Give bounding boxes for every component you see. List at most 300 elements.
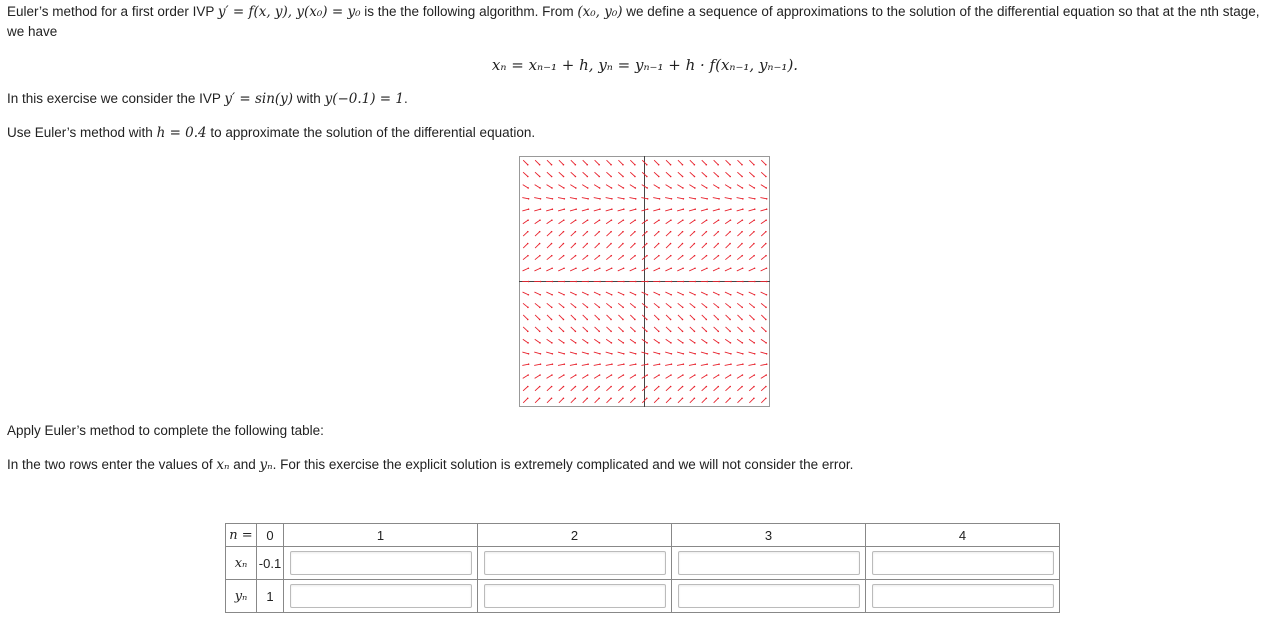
slope-segment <box>523 292 529 295</box>
slope-segment <box>535 160 540 165</box>
slope-arrowhead <box>730 281 732 283</box>
slope-segment <box>748 364 754 365</box>
slope-segment <box>737 386 742 390</box>
slope-segment <box>570 220 575 224</box>
slope-arrowhead <box>706 255 708 257</box>
slope-segment <box>618 327 623 331</box>
slope-segment <box>559 220 564 224</box>
slope-segment <box>690 244 695 249</box>
slope-arrowhead <box>610 307 612 309</box>
x1-input[interactable] <box>290 551 472 575</box>
slope-arrowhead <box>611 363 613 365</box>
slope-arrowhead <box>706 281 708 283</box>
slope-arrowhead <box>730 353 732 355</box>
slope-segment <box>570 292 576 295</box>
slope-arrowhead <box>551 294 553 296</box>
slope-arrowhead <box>705 319 707 321</box>
slope-arrowhead <box>611 208 613 210</box>
slope-arrowhead <box>575 374 577 376</box>
slope-segment <box>606 256 611 260</box>
slope-segment <box>749 398 754 403</box>
slope-segment <box>654 339 659 343</box>
slope-segment <box>618 268 624 271</box>
slope-segment <box>594 220 599 224</box>
x2-input[interactable] <box>484 551 666 575</box>
slope-arrowhead <box>610 243 612 245</box>
slope-arrowhead <box>694 294 696 296</box>
slope-arrowhead <box>717 331 719 333</box>
slope-arrowhead <box>646 386 648 388</box>
slope-arrowhead <box>742 363 744 365</box>
slope-segment <box>570 268 576 271</box>
slope-segment <box>630 303 635 307</box>
slope-arrowhead <box>635 198 637 200</box>
slope-arrowhead <box>635 374 637 376</box>
slope-segment <box>594 339 599 343</box>
slope-segment <box>714 327 719 331</box>
slope-segment <box>653 268 659 271</box>
slope-segment <box>547 375 552 378</box>
slope-arrowhead <box>730 208 732 210</box>
slope-arrowhead <box>765 255 767 257</box>
slope-arrowhead <box>694 198 696 200</box>
slope-arrowhead <box>563 243 565 245</box>
slope-arrowhead <box>611 353 613 355</box>
slope-segment <box>737 327 742 331</box>
slope-arrowhead <box>754 187 756 189</box>
slope-segment <box>690 398 695 403</box>
slope-arrowhead <box>741 164 743 166</box>
slope-arrowhead <box>766 281 768 283</box>
slope-segment <box>737 315 742 320</box>
ivp-paragraph <box>7 89 1273 109</box>
slope-arrowhead <box>706 353 708 355</box>
slope-segment <box>571 327 576 331</box>
slope-arrowhead <box>694 353 696 355</box>
slope-arrowhead <box>682 353 684 355</box>
slope-arrowhead <box>765 219 767 221</box>
slope-segment <box>582 209 588 211</box>
n-value-0: 0 <box>257 524 284 547</box>
slope-arrowhead <box>646 307 648 309</box>
slope-arrowhead <box>647 281 649 283</box>
slope-arrowhead <box>765 176 767 178</box>
slope-segment <box>761 220 766 224</box>
slope-arrowhead <box>753 397 755 399</box>
slope-arrowhead <box>551 176 553 178</box>
slope-arrowhead <box>575 267 577 269</box>
slope-segment <box>618 315 623 320</box>
slope-arrowhead <box>695 281 697 283</box>
slope-arrowhead <box>682 374 684 376</box>
slope-arrowhead <box>658 374 660 376</box>
slope-segment <box>571 172 576 176</box>
slope-segment <box>595 172 600 176</box>
slope-arrowhead <box>539 219 541 221</box>
slope-segment <box>725 364 731 365</box>
slope-arrowhead <box>611 187 613 189</box>
slope-arrowhead <box>551 331 553 333</box>
y4-input[interactable] <box>872 584 1054 608</box>
slope-arrowhead <box>647 363 649 365</box>
slope-segment <box>677 209 683 211</box>
slope-segment <box>523 398 528 403</box>
slope-arrowhead <box>563 294 565 296</box>
slope-segment <box>725 386 730 390</box>
slope-segment <box>558 375 563 378</box>
slope-arrowhead <box>551 386 553 388</box>
slope-segment <box>666 256 671 260</box>
apply-instruction: Apply Euler’s method to complete the following table: <box>7 423 324 438</box>
slope-segment <box>535 256 540 260</box>
slope-segment <box>571 315 576 320</box>
slope-segment <box>761 256 766 260</box>
slope-arrowhead <box>587 294 589 296</box>
slope-segment <box>749 292 755 295</box>
slope-arrowhead <box>634 243 636 245</box>
slope-segment <box>547 339 552 343</box>
slope-arrowhead <box>683 198 685 200</box>
slope-segment <box>606 303 611 307</box>
slope-arrowhead <box>718 198 720 200</box>
slope-arrowhead <box>634 397 636 399</box>
slope-segment <box>535 220 540 224</box>
slope-arrowhead <box>659 208 661 210</box>
slope-arrowhead <box>598 397 600 399</box>
slope-segment <box>749 268 755 271</box>
slope-segment <box>666 220 671 224</box>
x3-cell <box>672 547 866 580</box>
y3-input[interactable] <box>678 584 860 608</box>
slope-segment <box>630 172 635 176</box>
slope-segment <box>666 232 671 236</box>
slope-arrowhead <box>634 255 636 257</box>
slope-arrowhead <box>670 164 672 166</box>
y3-cell <box>672 580 866 613</box>
slope-segment <box>713 375 718 378</box>
slope-segment <box>523 160 528 165</box>
slope-segment <box>666 303 671 307</box>
slope-segment <box>618 398 623 403</box>
slope-arrowhead <box>646 219 648 221</box>
slope-segment <box>737 398 742 403</box>
slope-segment <box>547 398 552 403</box>
slope-arrowhead <box>682 164 684 166</box>
slope-segment <box>690 232 695 236</box>
slope-arrowhead <box>682 342 684 344</box>
slope-arrowhead <box>754 281 756 283</box>
slope-arrowhead <box>694 208 696 210</box>
slope-arrowhead <box>659 294 661 296</box>
slope-segment <box>606 364 612 365</box>
slope-segment <box>535 244 540 249</box>
slope-segment <box>583 160 588 165</box>
slope-arrowhead <box>730 363 732 365</box>
slope-segment <box>630 232 635 236</box>
slope-segment <box>558 352 564 354</box>
slope-segment <box>582 375 587 378</box>
slope-segment <box>702 160 707 165</box>
slope-segment <box>606 327 611 331</box>
slope-arrowhead <box>575 342 577 344</box>
slope-segment <box>653 198 659 199</box>
slope-arrowhead <box>729 176 731 178</box>
slope-segment <box>666 375 671 378</box>
slope-arrowhead <box>694 363 696 365</box>
slope-segment <box>594 268 600 271</box>
slope-arrowhead <box>683 363 685 365</box>
slope-segment <box>595 327 600 331</box>
slope-segment <box>654 160 659 165</box>
slope-arrowhead <box>753 342 755 344</box>
slope-segment <box>666 339 671 343</box>
slope-arrowhead <box>670 294 672 296</box>
slope-arrowhead <box>551 164 553 166</box>
slope-arrowhead <box>718 342 720 344</box>
slope-arrowhead <box>634 319 636 321</box>
slope-segment <box>726 244 731 249</box>
slope-arrowhead <box>742 198 744 200</box>
slope-segment <box>535 339 540 343</box>
slope-arrowhead <box>754 267 756 269</box>
slope-arrowhead <box>634 331 636 333</box>
slope-arrowhead <box>587 231 589 233</box>
slope-arrowhead <box>611 219 613 221</box>
slope-arrowhead <box>718 187 720 189</box>
slope-arrowhead <box>587 208 589 210</box>
slope-segment <box>701 209 707 211</box>
slope-arrowhead <box>587 363 589 365</box>
slope-arrowhead <box>729 397 731 399</box>
slope-arrowhead <box>682 331 684 333</box>
start-point-math: (x₀, y₀) <box>577 4 623 20</box>
slope-arrowhead <box>706 187 708 189</box>
slope-segment <box>607 160 612 165</box>
slope-arrowhead <box>599 363 601 365</box>
slope-arrowhead <box>528 198 530 200</box>
slope-arrowhead <box>741 231 743 233</box>
slope-arrowhead <box>658 255 660 257</box>
slope-arrowhead <box>646 342 648 344</box>
slope-arrowhead <box>587 267 589 269</box>
slope-segment <box>761 315 766 320</box>
slope-segment <box>606 268 612 271</box>
slope-arrowhead <box>658 386 660 388</box>
slope-segment <box>725 339 730 343</box>
slope-segment <box>629 364 635 365</box>
slope-segment <box>678 256 683 260</box>
slope-segment <box>749 327 754 331</box>
slope-segment <box>749 303 754 307</box>
slope-segment <box>582 220 587 224</box>
slope-segment <box>689 339 694 343</box>
slope-segment <box>678 386 683 390</box>
y1-input[interactable] <box>290 584 472 608</box>
slope-arrowhead <box>705 397 707 399</box>
slope-arrowhead <box>587 353 589 355</box>
slope-segment <box>737 185 742 188</box>
slope-segment <box>570 375 575 378</box>
slope-arrowhead <box>694 386 696 388</box>
slope-segment <box>749 386 754 390</box>
slope-segment <box>654 386 659 390</box>
slope-arrowhead <box>765 386 767 388</box>
slope-arrowhead <box>587 255 589 257</box>
slope-arrowhead <box>647 294 649 296</box>
slope-segment <box>761 172 766 176</box>
slope-segment <box>654 232 659 236</box>
slope-arrowhead <box>742 281 744 283</box>
slope-segment <box>666 315 671 320</box>
slope-segment <box>653 292 659 295</box>
slope-arrowhead <box>706 331 708 333</box>
x3-input[interactable] <box>678 551 860 575</box>
slope-segment <box>690 315 695 320</box>
slope-segment <box>761 244 766 249</box>
slope-segment <box>666 386 671 390</box>
slope-arrowhead <box>741 176 743 178</box>
slope-segment <box>546 292 552 295</box>
slope-segment <box>582 352 588 354</box>
rows-instruction <box>7 455 1273 475</box>
slope-segment <box>701 185 706 188</box>
slope-segment <box>689 292 695 295</box>
slope-arrowhead <box>622 255 624 257</box>
slope-arrowhead <box>659 198 661 200</box>
slope-segment <box>582 364 588 365</box>
slope-segment <box>761 160 766 165</box>
slope-arrowhead <box>717 397 719 399</box>
slope-segment <box>523 375 528 378</box>
slope-segment <box>523 185 528 188</box>
slope-arrowhead <box>622 231 624 233</box>
slope-arrowhead <box>659 363 661 365</box>
slope-arrowhead <box>552 198 554 200</box>
slope-arrowhead <box>670 319 672 321</box>
slope-segment <box>761 185 766 188</box>
slope-arrowhead <box>694 267 696 269</box>
slope-segment <box>725 303 730 307</box>
use-text-2: to approximate the solution of the differential equation. <box>206 125 536 140</box>
slope-segment <box>558 209 564 211</box>
slope-segment <box>702 315 707 320</box>
slope-arrowhead <box>599 198 601 200</box>
slope-segment <box>737 303 742 307</box>
slope-arrowhead <box>706 294 708 296</box>
slope-arrowhead <box>622 386 624 388</box>
slope-arrowhead <box>730 267 732 269</box>
slope-arrowhead <box>539 255 541 257</box>
slope-segment <box>583 244 588 249</box>
slope-segment <box>689 198 695 199</box>
slope-arrowhead <box>718 363 720 365</box>
slope-arrowhead <box>765 307 767 309</box>
slope-arrowhead <box>717 386 719 388</box>
slope-segment <box>594 375 599 378</box>
slope-segment <box>535 232 540 236</box>
slope-segment <box>607 315 612 320</box>
slope-segment <box>547 172 552 176</box>
slope-segment <box>713 198 719 199</box>
slope-segment <box>618 292 624 295</box>
slope-arrowhead <box>659 267 661 269</box>
use-text-1: Use Euler’s method with <box>7 125 157 140</box>
slope-arrowhead <box>682 294 684 296</box>
slope-arrowhead <box>587 342 589 344</box>
slope-arrowhead <box>718 255 720 257</box>
slope-field-svg <box>519 156 770 407</box>
slope-arrowhead <box>718 353 720 355</box>
y2-input[interactable] <box>484 584 666 608</box>
slope-segment <box>570 352 576 354</box>
slope-segment <box>701 292 707 295</box>
slope-segment <box>607 398 612 403</box>
slope-arrowhead <box>706 342 708 344</box>
slope-segment <box>630 220 635 224</box>
slope-arrowhead <box>610 331 612 333</box>
slope-segment <box>618 209 624 211</box>
slope-arrowhead <box>551 231 553 233</box>
euler-formula: xₙ = xₙ₋₁ + h, yₙ = yₙ₋₁ + h · f(xₙ₋₁, yₙ₋₁). <box>491 56 799 74</box>
slope-segment <box>666 327 671 331</box>
x4-input[interactable] <box>872 551 1054 575</box>
slope-segment <box>582 303 587 307</box>
x1-cell <box>284 547 478 580</box>
slope-segment <box>749 256 754 260</box>
slope-segment <box>760 352 766 354</box>
slope-arrowhead <box>528 208 530 210</box>
slope-arrowhead <box>635 187 637 189</box>
slope-arrowhead <box>694 164 696 166</box>
slope-segment <box>547 185 552 188</box>
slope-segment <box>582 256 587 260</box>
slope-segment <box>653 209 659 211</box>
slope-arrowhead <box>528 281 530 283</box>
slope-arrowhead <box>753 176 755 178</box>
slope-arrowhead <box>766 208 768 210</box>
slope-segment <box>534 209 540 211</box>
slope-arrowhead <box>610 319 612 321</box>
slope-arrowhead <box>634 342 636 344</box>
slope-segment <box>654 172 659 176</box>
slope-arrowhead <box>586 397 588 399</box>
slope-arrowhead <box>646 331 648 333</box>
slope-segment <box>713 292 719 295</box>
slope-segment <box>606 232 611 236</box>
slope-arrowhead <box>706 198 708 200</box>
slope-segment <box>666 160 671 165</box>
slope-arrowhead <box>539 231 541 233</box>
slope-segment <box>677 364 683 365</box>
slope-arrowhead <box>563 187 565 189</box>
slope-arrowhead <box>670 231 672 233</box>
slope-segment <box>630 244 635 249</box>
slope-segment <box>618 364 624 365</box>
slope-segment <box>523 315 528 320</box>
slope-arrowhead <box>563 353 565 355</box>
slope-segment <box>618 220 623 224</box>
slope-arrowhead <box>610 386 612 388</box>
slope-segment <box>570 209 576 211</box>
slope-segment <box>559 327 564 331</box>
slope-arrowhead <box>729 231 731 233</box>
slope-segment <box>618 256 623 260</box>
table-row-y <box>226 580 1060 613</box>
slope-segment <box>522 364 528 365</box>
slope-segment <box>583 398 588 403</box>
slope-segment <box>534 292 540 295</box>
rows-text-2: and <box>229 457 260 472</box>
